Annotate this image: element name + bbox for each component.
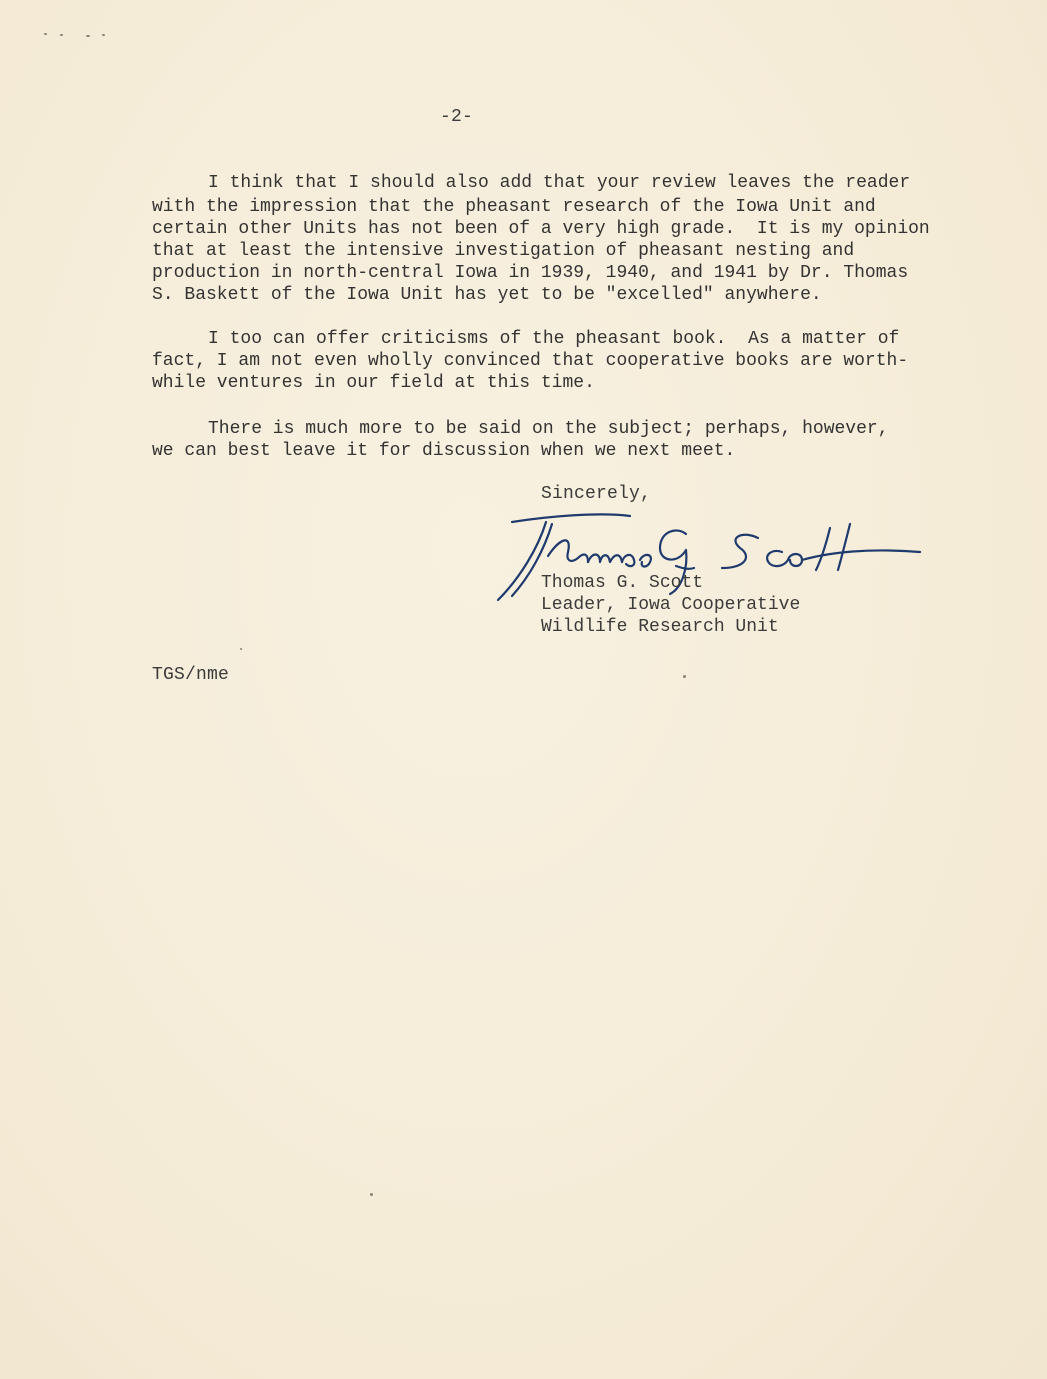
signer-title: Leader, Iowa Cooperative — [541, 595, 801, 615]
signer-name: Thomas G. Scott — [541, 573, 704, 593]
closing-salutation: Sincerely, — [541, 484, 652, 504]
paper-speck — [60, 34, 63, 36]
paper-speck — [86, 35, 90, 37]
paper-speck — [240, 648, 242, 650]
signer-organization: Wildlife Research Unit — [541, 617, 779, 637]
paper-speck — [683, 675, 686, 678]
typist-initials: TGS/nme — [152, 665, 230, 685]
paragraph-1-line-1: I think that I should also add that your review leaves the reader — [208, 173, 911, 193]
paper-speck — [102, 34, 105, 36]
paragraph-1-line-6: S. Baskett of the Iowa Unit has yet to be "excelled" anywhere. — [152, 285, 822, 305]
paragraph-2-line-2: fact, I am not even wholly convinced that cooperative books are worth- — [152, 351, 909, 371]
paragraph-3-line-1: There is much more to be said on the subject; perhaps, however, — [208, 419, 889, 439]
paragraph-1-line-3: certain other Units has not been of a very high grade. It is my opinion — [152, 219, 930, 239]
paragraph-2-line-1: I too can offer criticisms of the pheasant book. As a matter of — [208, 329, 900, 349]
paragraph-1-line-5: production in north-central Iowa in 1939, 1940, and 1941 by Dr. Thomas — [152, 263, 909, 283]
paragraph-1-line-4: that at least the intensive investigation of pheasant nesting and — [152, 241, 855, 261]
paper-speck — [370, 1193, 373, 1196]
paragraph-1-line-2: with the impression that the pheasant research of the Iowa Unit and — [152, 197, 876, 217]
page-number: -2- — [440, 107, 474, 127]
paragraph-3-line-2: we can best leave it for discussion when we next meet. — [152, 441, 736, 461]
paper-speck — [44, 33, 47, 35]
paragraph-2-line-3: while ventures in our field at this time. — [152, 373, 595, 393]
